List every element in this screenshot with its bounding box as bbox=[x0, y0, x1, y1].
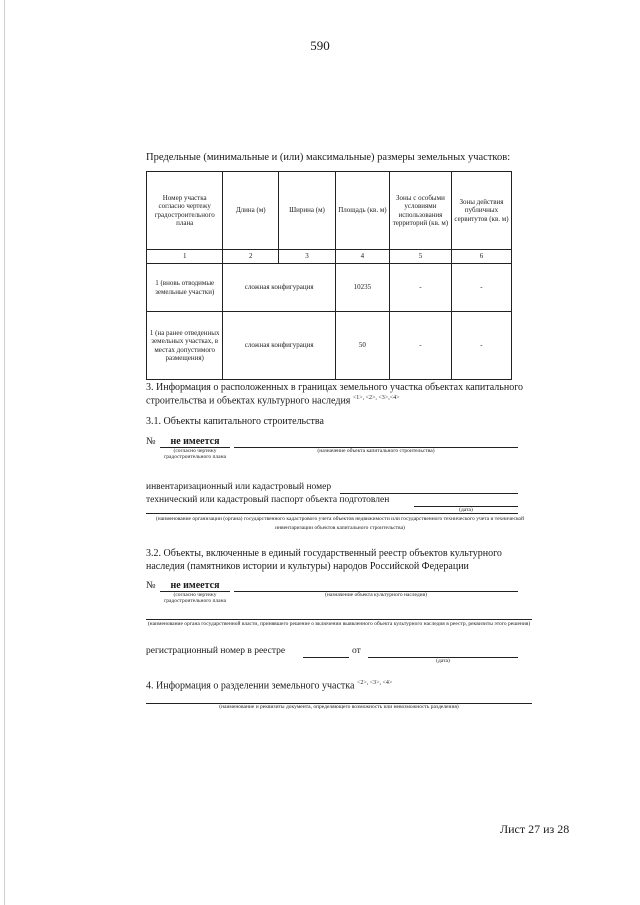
number-sign: № bbox=[146, 436, 156, 447]
plot-servitudes: - bbox=[451, 264, 511, 312]
section-3-2-title: 3.2. Объекты, включенные в единый государственный реестр объектов культурного наследия (памятников истории и культуры) народов Российской Федерации bbox=[146, 548, 502, 572]
number-caption: (согласно чертежу градостроительного плана bbox=[163, 448, 227, 460]
plot-servitudes: - bbox=[451, 312, 511, 380]
decision-line bbox=[146, 609, 532, 620]
table-header-cell: Зоны с особыми условиями использования территорий (кв. м) bbox=[389, 172, 451, 250]
reg-number-label: регистрационный номер в реестре bbox=[146, 646, 286, 656]
col-number: 3 bbox=[279, 250, 336, 264]
object-purpose-line bbox=[234, 436, 518, 448]
intro-text: Предельные (минимальные и (или) максимальные) размеры земельных участков: bbox=[146, 152, 511, 163]
plot-label: 1 (вновь отводимые земельные участки) bbox=[147, 264, 223, 312]
inventory-label: инвентаризационный или кадастровый номер bbox=[146, 482, 332, 492]
reg-number-line bbox=[303, 646, 349, 658]
col-number: 2 bbox=[223, 250, 279, 264]
plot-config: сложная конфигурация bbox=[223, 312, 336, 380]
object-number-value: не имеется bbox=[160, 436, 230, 448]
col-number: 1 bbox=[147, 250, 223, 264]
section-3-title bbox=[146, 382, 526, 407]
division-caption: (наименование и реквизиты документа, определяющего возможность или невозможность разделения) bbox=[219, 704, 459, 710]
col-number: 6 bbox=[451, 250, 511, 264]
org-line bbox=[146, 503, 518, 514]
heritage-purpose-line bbox=[234, 580, 518, 592]
col-number: 4 bbox=[335, 250, 389, 264]
table-header-cell: Длина (м) bbox=[223, 172, 279, 250]
section-4-title bbox=[146, 680, 392, 691]
section-3-footnotes: <1>, <2>, <3>,<4> bbox=[352, 394, 400, 401]
purpose-caption: (назначение объекта капитального строительства) bbox=[317, 448, 435, 454]
section-4-footnotes: <2>, <3>, <4> bbox=[356, 680, 393, 686]
table-header-cell: Площадь (кв. м) bbox=[335, 172, 389, 250]
plot-zones: - bbox=[389, 264, 451, 312]
table-row bbox=[147, 312, 512, 380]
land-plots-table bbox=[146, 171, 512, 380]
plot-zones: - bbox=[389, 312, 451, 380]
table-number-row bbox=[147, 250, 512, 264]
scan-edge bbox=[4, 0, 5, 905]
org-caption: (наименование организации (органа) государственного кадастрового учета объектов недвижимости или государственного технического учета и технической инвентаризации объектов капитального строительства) bbox=[155, 516, 525, 531]
table-header-cell: Номер участка согласно чертежу градостроительного плана bbox=[147, 172, 223, 250]
section-3-1-title: 3.1. Объекты капитального строительства bbox=[146, 416, 324, 427]
table-header-cell: Зоны действия публичных сервитутов (кв. м) bbox=[451, 172, 511, 250]
decision-caption: (наименование органа государственной власти, принявшего решение о включении выявленного объекта культурного наследия в реестр, реквизиты этого решения) bbox=[147, 621, 531, 627]
passport-label: технический или кадастровый паспорт объекта подготовлен bbox=[146, 495, 390, 505]
plot-label: 1 (на ранее отведенных земельных участках, в местах допустимого размещения) bbox=[147, 312, 223, 380]
plot-area: 10235 bbox=[335, 264, 389, 312]
page-number: 590 bbox=[310, 38, 330, 53]
sheet-counter: Лист 27 из 28 bbox=[500, 822, 570, 836]
reg-from-label: от bbox=[352, 646, 361, 656]
plot-area: 50 bbox=[335, 312, 389, 380]
number-sign: № bbox=[146, 580, 156, 591]
table-row bbox=[147, 264, 512, 312]
date-caption: (дата) bbox=[436, 658, 450, 664]
date-caption: (дата) bbox=[459, 507, 473, 513]
section-4-text: 4. Информация о разделении земельного участка bbox=[146, 680, 355, 692]
section-3-text: 3. Информация о расположенных в границах земельного участка объектах капитального строительства и объектах культурного наследия bbox=[146, 382, 524, 406]
table-header-cell: Ширина (м) bbox=[279, 172, 336, 250]
number-caption: (согласно чертежу градостроительного плана bbox=[163, 592, 227, 604]
table-header-row bbox=[147, 172, 512, 250]
heritage-number-value: не имеется bbox=[160, 580, 230, 592]
col-number: 5 bbox=[389, 250, 451, 264]
division-line bbox=[146, 693, 532, 704]
inventory-line bbox=[340, 482, 518, 494]
heritage-purpose-caption: (назначение объекта культурного наследия) bbox=[324, 592, 427, 598]
plot-config: сложная конфигурация bbox=[223, 264, 336, 312]
reg-date-line bbox=[368, 646, 518, 658]
